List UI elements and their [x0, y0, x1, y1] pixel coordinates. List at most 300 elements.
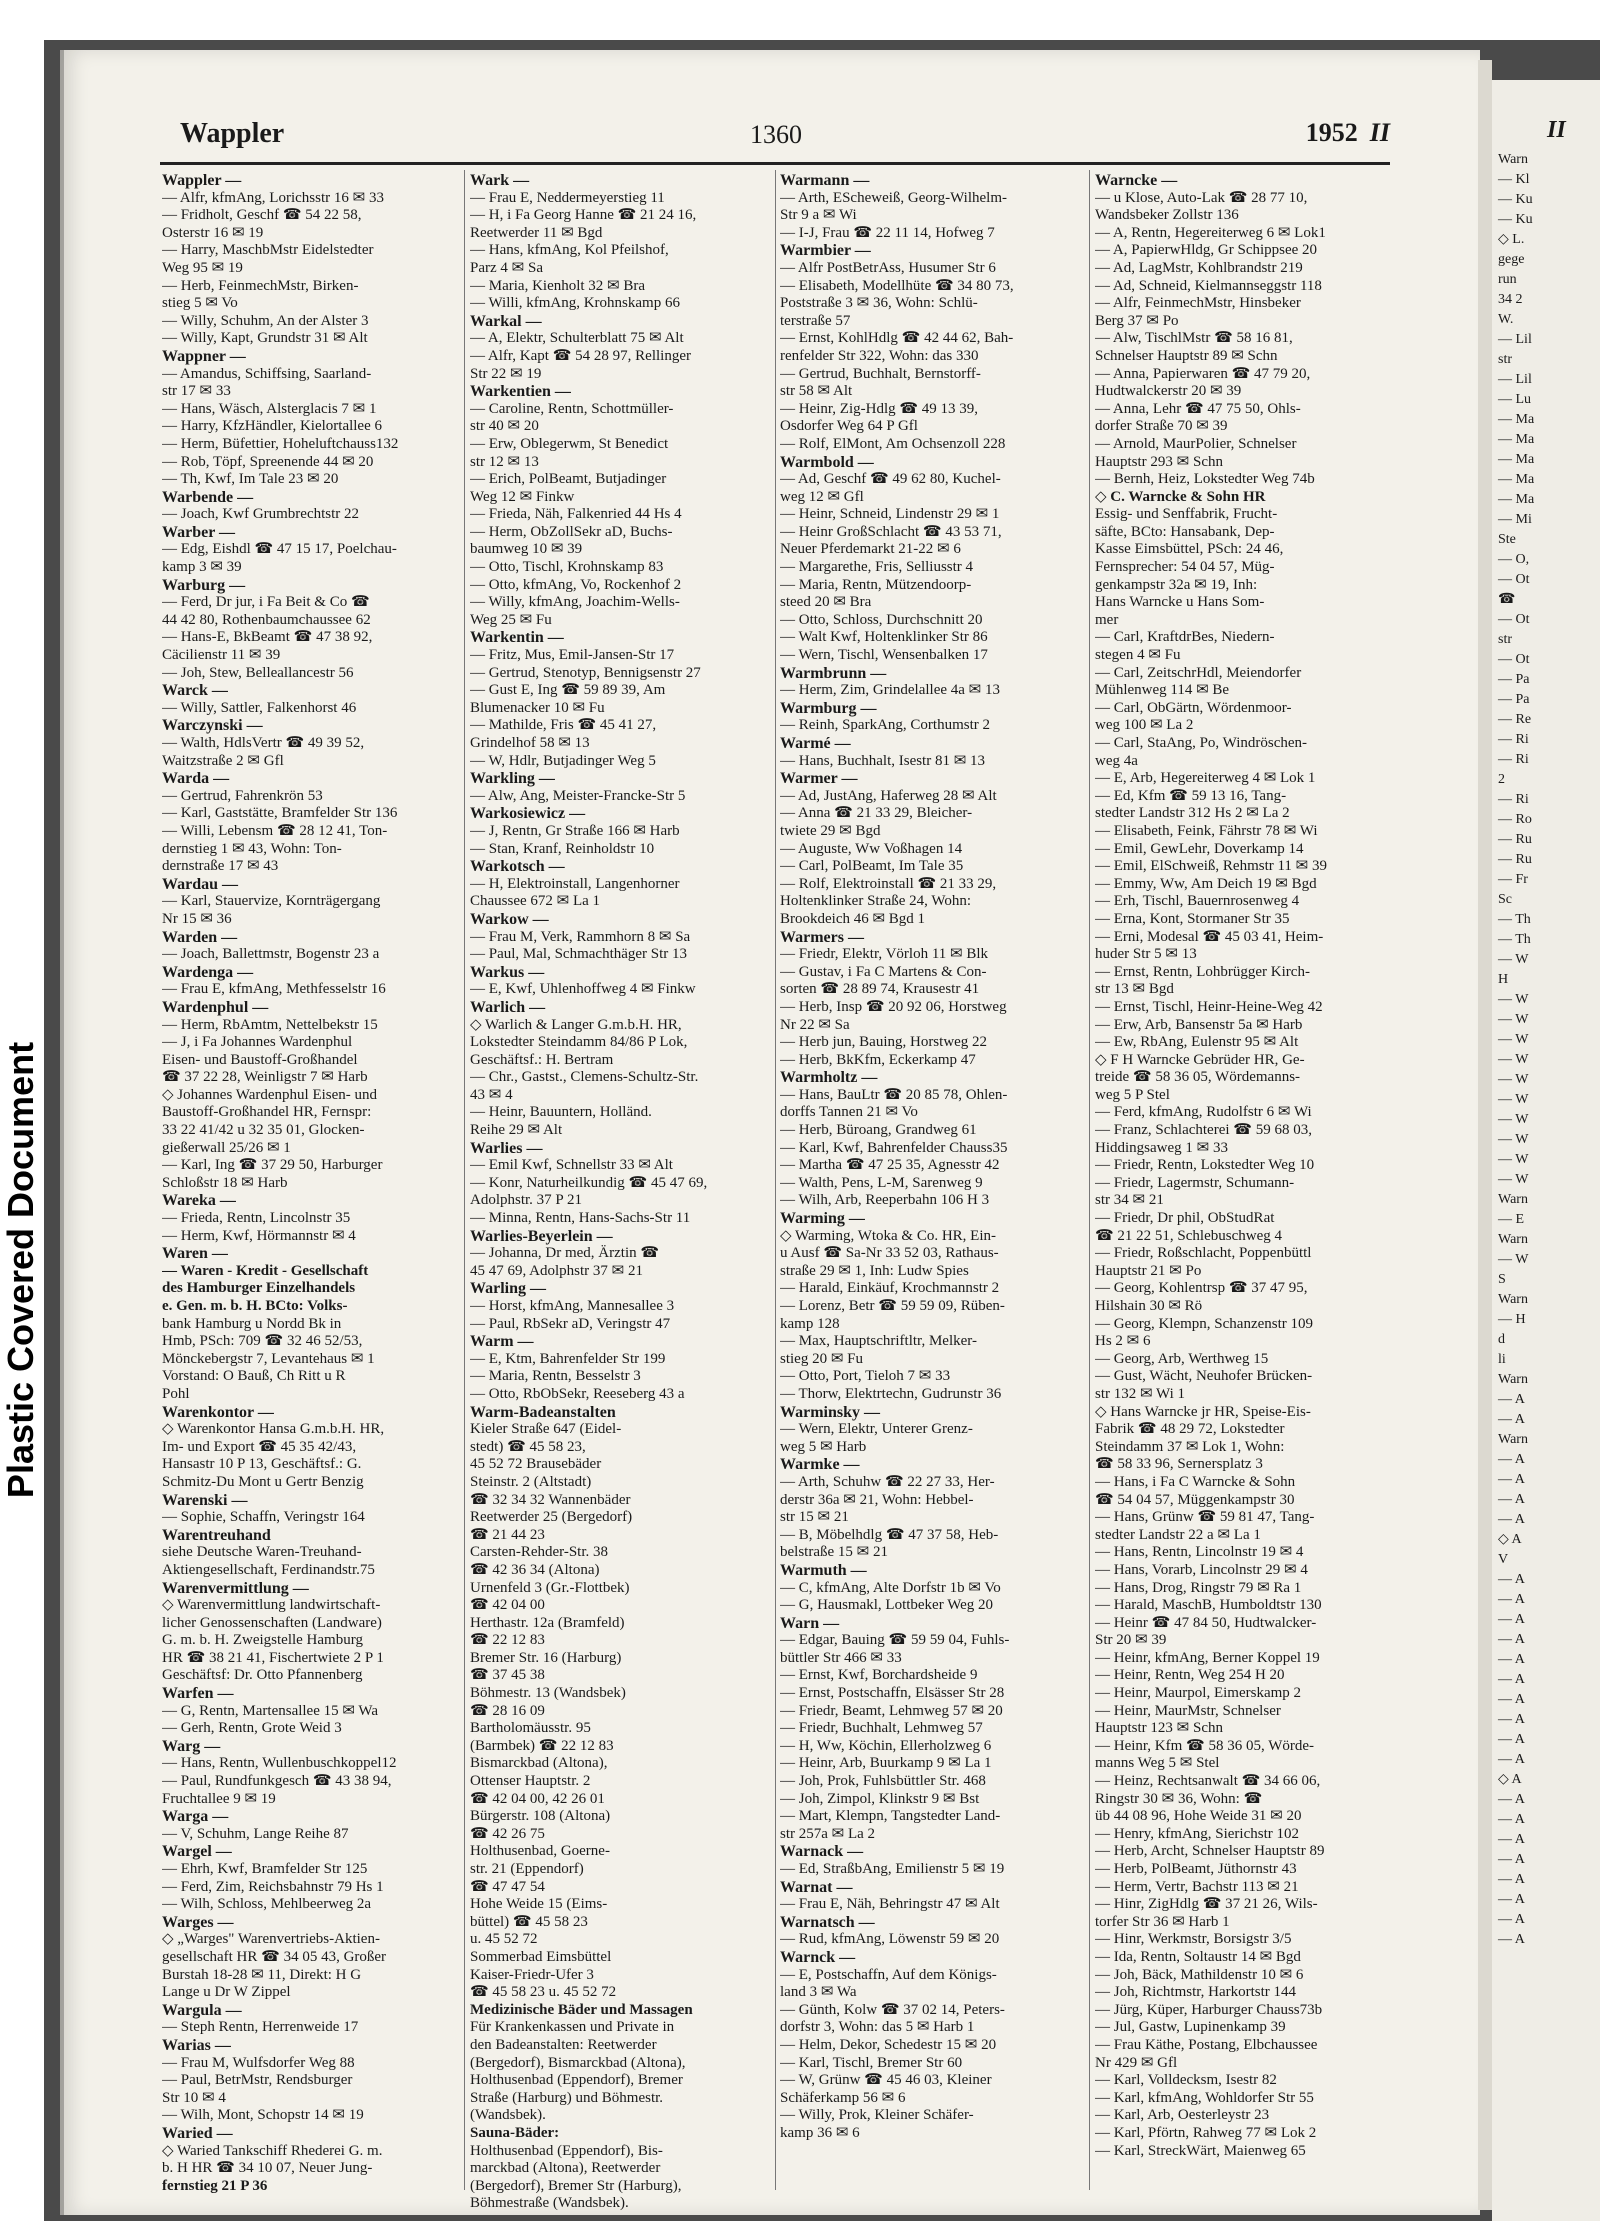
next-page-entry: — Ma [1498, 492, 1535, 507]
directory-entry: Reetwerder 11 ✉ Bgd [470, 224, 603, 241]
directory-entry: — Erich, PolBeamt, Butjadinger [470, 471, 667, 488]
directory-entry: — Herb jun, Bauing, Horstweg 22 [780, 1034, 988, 1051]
next-page-entry: — Ku [1498, 212, 1533, 227]
next-page-entry: — A [1498, 1652, 1525, 1667]
directory-entry: — Alfr, Kapt ☎ 54 28 97, Rellinger [470, 347, 691, 364]
directory-entry: Lokstedter Steindamm 84/86 P Lok, [470, 1034, 688, 1051]
entry-heading: Warminsky — [780, 1403, 881, 1421]
directory-entry: — Paul, Mal, Schmachthäger Str 13 [470, 946, 688, 963]
directory-entry: weg 12 ✉ Gfl [780, 488, 864, 505]
directory-entry: — Ernst, Postschaffn, Elsässer Str 28 [780, 1685, 1005, 1702]
next-page-entry: — Kl [1498, 172, 1530, 187]
directory-entry: — Carl, PolBeamt, Im Tale 35 [780, 858, 964, 875]
next-page-entry: — A [1498, 1932, 1525, 1947]
directory-entry: Weg 25 ✉ Fu [470, 611, 552, 628]
directory-entry: — Emil Kwf, Schnellstr 33 ✉ Alt [470, 1157, 673, 1174]
directory-entry: — Erna, Kont, Stormaner Str 35 [1095, 910, 1290, 927]
directory-entry: u. 45 52 72 [470, 1931, 538, 1948]
next-page-entry: — E [1498, 1212, 1525, 1227]
directory-entry: — Willi, Lebensm ☎ 28 12 41, Ton- [162, 822, 388, 839]
directory-entry: Urnenfeld 3 (Gr.-Flottbek) [470, 1579, 630, 1596]
directory-entry: — Erni, Modesal ☎ 45 03 41, Heim- [1095, 928, 1324, 945]
directory-entry: — Rolf, ElMont, Am Ochsenzoll 228 [780, 435, 1006, 452]
entry-heading: Warkal — [470, 312, 542, 330]
entry-heading: Warm-Badeanstalten [470, 1403, 616, 1421]
directory-entry: — E, Postschaffn, Auf dem Königs- [780, 1966, 997, 1983]
directory-entry: str 132 ✉ Wi 1 [1095, 1385, 1186, 1402]
entry-heading: Warmbold — [780, 453, 874, 471]
directory-entry: u Ausf ☎ Sa-Nr 33 52 03, Rathaus- [780, 1245, 999, 1262]
next-page-entry: — Lil [1498, 332, 1532, 347]
directory-entry: stieg 20 ✉ Fu [780, 1350, 863, 1367]
entry-heading: Wardenphul — [162, 998, 269, 1016]
next-page-entry: — Ru [1498, 832, 1532, 847]
directory-entry: Bremer Str. 16 (Harburg) [470, 1649, 622, 1666]
entry-heading: Wardenga — [162, 963, 254, 981]
directory-entry: — Herm, ObZollSekr aD, Buchs- [470, 523, 673, 540]
directory-entry: Osdorfer Weg 64 P Gfl [780, 418, 918, 435]
entry-heading: Warkentin — [470, 629, 564, 647]
directory-entry: str. 21 (Eppendorf) [470, 1861, 584, 1877]
next-page-entry: Sc [1498, 892, 1512, 907]
next-page-entry: — A [1498, 1612, 1525, 1627]
directory-entry: weg 4a [1095, 752, 1138, 769]
directory-entry: — Arth, Schuhw ☎ 22 27 33, Her- [780, 1473, 995, 1490]
directory-entry: — Anna ☎ 21 33 29, Bleicher- [780, 805, 973, 822]
entry-heading: Warming — [780, 1210, 865, 1228]
directory-entry: — Heinr, Maurpol, Eimerskamp 2 [1095, 1685, 1302, 1702]
next-page-entry: — A [1498, 1852, 1525, 1867]
entry-heading: Warmke — [780, 1456, 860, 1474]
directory-entry: steed 20 ✉ Bra [780, 594, 872, 611]
directory-entry: Vorstand: O Bauß, Ch Ritt u R [162, 1368, 346, 1385]
next-page-entry: 2 [1498, 772, 1505, 787]
directory-entry: ◇ „Warges" Warenvertriebs-Aktien- [162, 1931, 380, 1948]
header-rule [160, 162, 1390, 165]
next-page-entry: run [1498, 272, 1517, 287]
directory-entry: Baustoff-Großhandel HR, Fernspr: [162, 1104, 372, 1121]
directory-entry: bank Hamburg u Nordd Bk in [162, 1315, 342, 1332]
entry-heading: Warmbrunn — [780, 664, 887, 682]
page-header [180, 118, 1390, 158]
directory-entry: kamp 3 ✉ 39 [162, 559, 242, 576]
entry-heading: Warburg — [162, 576, 246, 594]
directory-entry: — Thorw, Elektrtechn, Gudrunstr 36 [780, 1385, 1002, 1402]
directory-column-3 [780, 172, 1090, 2143]
entry-heading: Warber — [162, 523, 236, 541]
next-page-entry: — W [1498, 992, 1529, 1007]
next-page-entry: — Ri [1498, 752, 1529, 767]
next-page-entry: — Ru [1498, 852, 1532, 867]
directory-entry: — Maria, Kienholt 32 ✉ Bra [470, 277, 646, 294]
next-page-entry: — W [1498, 1092, 1529, 1107]
next-page-entry: — A [1498, 1872, 1525, 1887]
directory-entry: Parz 4 ✉ Sa [470, 259, 543, 276]
next-page-entry: — W [1498, 1132, 1529, 1147]
directory-entry: HR ☎ 38 21 41, Fischertwiete 2 P 1 [162, 1649, 384, 1666]
directory-entry: ◇ Warenkontor Hansa G.m.b.H. HR, [162, 1421, 385, 1438]
entry-heading: Warenkontor — [162, 1403, 274, 1421]
entry-heading: Warentreuhand [162, 1526, 271, 1544]
directory-entry: Sauna-Bäder: [470, 2124, 560, 2141]
directory-entry: Fabrik ☎ 48 29 72, Lokstedter [1095, 1421, 1285, 1438]
directory-entry: — Joh, Zimpol, Klinkstr 9 ✉ Bst [780, 1790, 980, 1807]
directory-entry: manns Weg 5 ✉ Stel [1095, 1755, 1220, 1772]
directory-entry: — Ernst, Kwf, Borchardsheide 9 [780, 1667, 978, 1684]
directory-entry: — Sophie, Schaffn, Veringstr 164 [162, 1509, 365, 1526]
next-page-entry: — Ma [1498, 432, 1535, 447]
directory-entry: dorffs Tannen 21 ✉ Vo [780, 1104, 918, 1121]
directory-entry: straße 29 ✉ 1, Inh: Ludw Spies [780, 1262, 969, 1279]
directory-entry: — Karl, Stauervize, Kornträgergang [162, 893, 381, 910]
directory-entry: ◇ Johannes Wardenphul Eisen- und [162, 1086, 378, 1103]
directory-entry: Pohl [162, 1385, 190, 1402]
directory-entry: ☎ 21 22 51, Schlebuschweg 4 [1095, 1227, 1282, 1244]
directory-entry: — Emil, GewLehr, Doverkamp 14 [1095, 840, 1304, 857]
directory-entry: — G, Rentn, Martensallee 15 ✉ Wa [162, 1702, 379, 1719]
directory-entry: — Amandus, Schiffsing, Saarland- [162, 365, 372, 382]
directory-entry: Böhmestr. 13 (Wandsbek) [470, 1685, 626, 1702]
directory-entry: stedter Landstr 22 a ✉ La 1 [1095, 1526, 1261, 1543]
next-page-entry: str [1498, 352, 1512, 367]
directory-entry: — Ferd, kfmAng, Rudolfstr 6 ✉ Wi [1095, 1104, 1312, 1121]
directory-entry: 45 47 69, Adolphstr 37 ✉ 21 [470, 1262, 643, 1279]
directory-entry: säfte, BCto: Hansabank, Dep- [1095, 523, 1275, 540]
directory-entry: torfer Str 36 ✉ Harb 1 [1095, 1913, 1230, 1930]
next-page-entry: ◇ A [1498, 1532, 1522, 1547]
entry-heading: Warlies — [470, 1139, 543, 1157]
directory-entry: terstraße 57 [780, 312, 851, 329]
directory-entry: Hauptstr 21 ✉ Po [1095, 1262, 1202, 1279]
directory-entry: Kasse Eimsbüttel, PSch: 24 46, [1095, 541, 1284, 558]
directory-entry: str 12 ✉ 13 [470, 453, 539, 470]
directory-entry: Wandsbeker Zollstr 136 [1095, 207, 1239, 224]
directory-entry: — I-J, Frau ☎ 22 11 14, Hofweg 7 [780, 224, 995, 241]
next-page-entry: — W [1498, 1252, 1529, 1267]
directory-entry: Nr 15 ✉ 36 [162, 910, 232, 927]
directory-entry: gießerwall 25/26 ✉ 1 [162, 1139, 291, 1156]
entry-heading: Wappner — [162, 347, 246, 365]
directory-entry: Schloßstr 18 ✉ Harb [162, 1174, 288, 1191]
next-page-entry: str [1498, 632, 1512, 647]
next-page-entry: — Ma [1498, 412, 1535, 427]
directory-entry: Mönckebergstr 7, Levantehaus ✉ 1 [162, 1350, 375, 1367]
directory-entry: dorfer Straße 70 ✉ 39 [1095, 418, 1228, 435]
next-page-entry: d [1498, 1332, 1505, 1347]
directory-entry: — Arnold, MaurPolier, Schnelser [1095, 435, 1297, 452]
directory-entry: — Ferd, Dr jur, i Fa Beit & Co ☎ [162, 594, 370, 611]
directory-entry: — Frau E, Neddermeyerstieg 11 [470, 189, 665, 206]
directory-entry: ◇ Warming, Wtoka & Co. HR, Ein- [780, 1227, 997, 1244]
directory-entry: Reetwerder 25 (Bergedorf) [470, 1509, 633, 1526]
directory-entry: str 13 ✉ Bgd [1095, 981, 1174, 998]
next-page-entry: — O, [1498, 552, 1530, 567]
directory-entry: — H, Elektroinstall, Langenhorner [470, 875, 680, 892]
directory-entry: stegen 4 ✉ Fu [1095, 647, 1181, 664]
entry-heading: Warkentien — [470, 383, 571, 401]
directory-entry: — Ernst, Rentn, Lohbrügger Kirch- [1095, 963, 1310, 980]
next-page-entry: — Ri [1498, 732, 1529, 747]
directory-entry: — Otto, RbObSekr, Reeseberg 43 a [470, 1385, 685, 1402]
directory-entry: Im- und Export ☎ 45 35 42/43, [162, 1438, 357, 1455]
directory-entry: licher Genossenschaften (Landware) [162, 1614, 382, 1631]
directory-entry: — Gustav, i Fa C Martens & Con- [780, 963, 987, 980]
directory-entry: G. m. b. H. Zweigstelle Hamburg [162, 1632, 363, 1649]
directory-entry: — Hans, Vorarb, Lincolnstr 29 ✉ 4 [1095, 1561, 1308, 1578]
next-page-entry: — A [1498, 1692, 1525, 1707]
entry-heading: Warkotsch — [470, 858, 565, 876]
directory-entry: — Ew, RbAng, Eulenstr 95 ✉ Alt [1095, 1034, 1299, 1051]
directory-entry: — Edgar, Bauing ☎ 59 59 04, Fuhls- [780, 1632, 1010, 1649]
directory-entry: Straße (Harburg) und Böhmestr. [470, 2089, 664, 2106]
next-page-entry: — W [1498, 1052, 1529, 1067]
directory-entry: — Anna, Lehr ☎ 47 75 50, Ohls- [1095, 400, 1301, 417]
entry-heading: Warmé — [780, 735, 851, 752]
next-page-entry: — Ro [1498, 812, 1532, 827]
directory-entry: Geschäftsf.: H. Bertram [470, 1051, 614, 1068]
next-page-entry: — Ot [1498, 612, 1530, 627]
directory-entry: — Friedr, Dr phil, ObStudRat [1095, 1210, 1275, 1227]
next-page-entry: — A [1498, 1632, 1525, 1647]
directory-entry: str 257a ✉ La 2 [780, 1825, 876, 1842]
directory-entry: — Caroline, Rentn, Schottmüller- [470, 400, 674, 417]
directory-entry: — Harry, KfzHändler, Kielortallee 6 [162, 418, 382, 435]
entry-heading: Warmers — [780, 928, 864, 946]
entry-heading: Warczynski — [162, 717, 263, 735]
next-page-fragment [1492, 80, 1600, 2221]
directory-entry: Neuer Pferdemarkt 21-22 ✉ 6 [780, 541, 961, 558]
next-page-entry: — A [1498, 1752, 1525, 1767]
directory-entry: — Heinr, Rentn, Weg 254 H 20 [1095, 1667, 1285, 1684]
directory-entry: — W, Grünw ☎ 45 46 03, Kleiner [780, 2072, 992, 2089]
directory-entry: — Auguste, Ww Voßhagen 14 [780, 840, 963, 857]
directory-entry: — Friedr, Elektr, Vörloh 11 ✉ Blk [780, 946, 989, 963]
directory-entry: — E, Kwf, Uhlenhoffweg 4 ✉ Finkw [470, 981, 696, 998]
directory-entry: — Wern, Elektr, Unterer Grenz- [780, 1421, 973, 1438]
entry-heading: Warmbier — [780, 242, 871, 260]
directory-entry: — Herm, Kwf, Hörmannstr ✉ 4 [162, 1227, 356, 1244]
directory-entry: Steindamm 37 ✉ Lok 1, Wohn: [1095, 1438, 1285, 1455]
entry-heading: Warkosiewicz — [470, 805, 586, 823]
directory-entry: Nr 22 ✉ Sa [780, 1016, 850, 1033]
directory-entry: Bismarckbad (Altona), [470, 1755, 608, 1772]
entry-heading: Warkow — [470, 910, 549, 928]
next-page-entry: — W [1498, 1172, 1529, 1187]
directory-entry: — Heinr, MaurMstr, Schnelser [1095, 1702, 1281, 1719]
directory-entry: Fruchtallee 9 ✉ 19 [162, 1790, 276, 1807]
directory-entry: Hiddingsaweg 1 ✉ 33 [1095, 1139, 1228, 1156]
next-page-entry: — A [1498, 1892, 1525, 1907]
directory-entry: — Helm, Dekor, Schedestr 15 ✉ 20 [780, 2036, 997, 2053]
directory-entry: — Friedr, Buchhalt, Lehmweg 57 [780, 1720, 983, 1737]
page-edge [1478, 60, 1492, 2210]
directory-entry: — Friedr, Roßschlacht, Poppenbüttl [1095, 1245, 1312, 1262]
directory-entry: — Gust E, Ing ☎ 59 89 39, Am [470, 682, 666, 699]
directory-entry: — Anna, Papierwaren ☎ 47 79 20, [1095, 365, 1311, 382]
directory-entry: twiete 29 ✉ Bgd [780, 822, 881, 839]
directory-entry: Essig- und Senffabrik, Frucht- [1095, 506, 1278, 523]
directory-entry: stedt) ☎ 45 58 23, [470, 1438, 586, 1455]
directory-entry: Schmitz-Du Mont u Gertr Benzig [162, 1473, 364, 1490]
entry-heading: Warias — [162, 2036, 231, 2054]
directory-entry: — Karl, StreckWärt, Maienweg 65 [1095, 2142, 1306, 2159]
entry-heading: Warnck — [780, 1948, 856, 1966]
directory-entry: — Herb, BkKfm, Eckerkamp 47 [780, 1051, 976, 1068]
directory-entry: Geschäftsf: Dr. Otto Pfannenberg [162, 1667, 363, 1684]
next-page-entry: — Pa [1498, 672, 1530, 687]
directory-entry: Waitzstraße 2 ✉ Gfl [162, 752, 284, 769]
directory-entry: kamp 36 ✉ 6 [780, 2124, 860, 2141]
directory-entry: weg 5 ✉ Harb [780, 1438, 867, 1455]
directory-entry: — Max, Hauptschriftltr, Melker- [780, 1333, 977, 1350]
directory-entry: — Harald, Einkäuf, Krochmannstr 2 [780, 1280, 1000, 1297]
next-page-entry: — Th [1498, 932, 1531, 947]
directory-entry: Schnelser Hauptstr 89 ✉ Schn [1095, 347, 1278, 364]
directory-entry: — Ad, Schneid, Kielmannseggstr 118 [1095, 277, 1322, 294]
directory-entry: — Frau E, kfmAng, Methfesselstr 16 [162, 981, 386, 998]
directory-entry: — Maria, Rentn, Mützendoorp- [780, 576, 972, 593]
header-page-number: 1360 [750, 120, 802, 149]
directory-entry: — Erh, Tischl, Bauernrosenweg 4 [1095, 893, 1300, 910]
directory-entry: — Jürg, Küper, Harburger Chauss73b [1095, 2001, 1323, 2018]
directory-entry: kamp 128 [780, 1315, 840, 1332]
directory-entry: — Bernh, Heiz, Lokstedter Weg 74b [1095, 471, 1315, 488]
directory-entry: — Fridholt, Geschf ☎ 54 22 58, [162, 207, 362, 224]
directory-entry: — Hinr, ZigHdlg ☎ 37 21 26, Wils- [1095, 1896, 1318, 1913]
next-page-entry: — Ot [1498, 652, 1530, 667]
directory-entry: — Paul, RbSekr aD, Veringstr 47 [470, 1315, 671, 1332]
entry-heading: Warlies-Beyerlein — [470, 1227, 613, 1245]
next-page-entry: — A [1498, 1592, 1525, 1607]
next-page-entry: — Lu [1498, 392, 1532, 407]
directory-entry: — Steph Rentn, Herrenweide 17 [162, 2019, 359, 2036]
header-volume: II [1369, 118, 1390, 147]
directory-entry: — Harry, MaschbMstr Eidelstedter [162, 242, 374, 259]
next-page-entry: — W [1498, 952, 1529, 967]
directory-entry: — Carl, StaAng, Po, Windröschen- [1095, 735, 1308, 751]
directory-entry: Holthusenbad, Goerne- [470, 1843, 610, 1860]
entry-heading: Wareka — [162, 1192, 236, 1210]
directory-entry: Weg 12 ✉ Finkw [470, 488, 575, 505]
directory-entry: — Herb, Insp ☎ 20 92 06, Horstweg [780, 998, 1007, 1015]
entry-heading: Warncke — [1095, 172, 1178, 189]
directory-entry: (Bergedorf), Bremer Str (Harburg), [470, 2177, 682, 2194]
directory-entry: — Th, Kwf, Im Tale 23 ✉ 20 [162, 471, 339, 488]
entry-heading: Warmann — [780, 172, 870, 189]
entry-heading: Warga — [162, 1808, 229, 1826]
directory-entry: — Hans-E, BkBeamt ☎ 47 38 92, [162, 629, 373, 646]
next-page-entry: — Ma [1498, 452, 1535, 467]
directory-entry: Str 10 ✉ 4 [162, 2089, 226, 2106]
directory-entry: Grindelhof 58 ✉ 13 [470, 735, 590, 751]
directory-entry: Ringstr 30 ✉ 36, Wohn: ☎ [1095, 1790, 1263, 1807]
directory-entry: str 17 ✉ 33 [162, 383, 231, 400]
header-name: Wappler [180, 118, 285, 149]
directory-entry: siehe Deutsche Waren-Treuhand- [162, 1544, 362, 1561]
directory-entry: — Friedr, Beamt, Lehmweg 57 ✉ 20 [780, 1702, 1003, 1719]
directory-entry: — Georg, Klempn, Schanzenstr 109 [1095, 1315, 1314, 1332]
directory-entry: 44 42 80, Rothenbaumchaussee 62 [162, 611, 371, 628]
entry-heading: Warkus — [470, 963, 545, 981]
directory-entry: — Heinr, kfmAng, Berner Koppel 19 [1095, 1649, 1320, 1666]
directory-entry: Hohe Weide 15 (Eims- [470, 1896, 608, 1913]
directory-entry: Kaiser-Friedr-Ufer 3 [470, 1966, 594, 1983]
directory-column-4 [1095, 172, 1395, 2160]
directory-entry: — Herm, Zim, Grindelallee 4a ✉ 13 [780, 682, 1001, 699]
directory-entry: — J, Rentn, Gr Straße 166 ✉ Harb [470, 822, 680, 839]
directory-entry: — Arth, EScheweiß, Georg-Wilhelm- [780, 189, 1007, 206]
directory-entry: Hilshain 30 ✉ Rö [1095, 1298, 1203, 1314]
directory-entry: Str 9 a ✉ Wi [780, 207, 857, 224]
next-page-entry: Warn [1498, 1232, 1528, 1247]
next-page-entry: S [1498, 1272, 1506, 1287]
entry-heading: Wargel — [162, 1843, 232, 1861]
next-page-entry: Warn [1498, 1372, 1528, 1387]
entry-heading: Warges — [162, 1913, 234, 1931]
next-page-entry: — A [1498, 1792, 1525, 1807]
directory-entry: — Walth, HdlsVertr ☎ 49 39 52, [162, 735, 365, 751]
directory-entry: — Herm, Büfettier, Hoheluftchauss132 [162, 435, 399, 452]
directory-entry: Hs 2 ✉ 6 [1095, 1333, 1151, 1350]
directory-entry: dernstraße 17 ✉ 43 [162, 858, 279, 875]
directory-entry: — Emil, ElSchweiß, Rehmstr 11 ✉ 39 [1095, 858, 1327, 875]
next-page-entry: — W [1498, 1032, 1529, 1047]
directory-entry: — Friedr, Lagermstr, Schumann- [1095, 1174, 1295, 1191]
directory-entry: ☎ 54 04 57, Müggenkampstr 30 [1095, 1491, 1295, 1508]
directory-entry: — E, Ktm, Bahrenfelder Str 199 [470, 1350, 666, 1367]
entry-heading: Waren — [162, 1245, 228, 1263]
directory-entry: — Hinr, Werkmstr, Borsigstr 3/5 [1095, 1931, 1292, 1948]
next-page-entry: — W [1498, 1152, 1529, 1167]
directory-entry: — Herm, RbAmtm, Nettelbekstr 15 [162, 1016, 378, 1033]
directory-entry: — E, Arb, Hegereiterweg 4 ✉ Lok 1 [1095, 770, 1316, 787]
directory-entry: — Georg, Arb, Werthweg 15 [1095, 1350, 1269, 1367]
directory-entry: — Frieda, Näh, Falkenried 44 Hs 4 [470, 506, 682, 523]
directory-entry: des Hamburger Einzelhandels [162, 1280, 356, 1297]
directory-entry: — Hans, Rentn, Lincolnstr 19 ✉ 4 [1095, 1544, 1304, 1561]
directory-entry: ☎ 32 34 32 Wannenbäder [470, 1491, 631, 1508]
directory-entry: Weg 95 ✉ 19 [162, 259, 243, 276]
next-page-entry: — Mi [1498, 512, 1532, 527]
directory-entry: — Ernst, Tischl, Heinr-Heine-Weg 42 [1095, 998, 1323, 1015]
directory-column-2 [470, 172, 780, 2213]
directory-entry: Hudtwalckerstr 20 ✉ 39 [1095, 383, 1242, 400]
directory-entry: — Fritz, Mus, Emil-Jansen-Str 17 [470, 647, 675, 664]
directory-entry: — Wilh, Arb, Reeperbahn 106 H 3 [780, 1192, 990, 1209]
directory-entry: — u Klose, Auto-Lak ☎ 28 77 10, [1095, 189, 1308, 206]
directory-entry: — Elisabeth, Modellhüte ☎ 34 80 73, [780, 277, 1014, 294]
entry-heading: Warn — [780, 1614, 840, 1632]
directory-entry: renfelder Str 322, Wohn: das 330 [780, 347, 979, 364]
directory-entry: — Heinr, Arb, Buurkamp 9 ✉ La 1 [780, 1755, 992, 1772]
entry-heading: Waried — [162, 2124, 233, 2142]
next-page-entry: — Ku [1498, 192, 1533, 207]
entry-heading: Warda — [162, 770, 230, 788]
directory-entry: — Harald, MaschB, Humboldtstr 130 [1095, 1597, 1322, 1614]
side-label-text: Plastic Covered Document [0, 1041, 41, 1499]
directory-entry: Für Krankenkassen und Private in [470, 2019, 675, 2036]
directory-entry: — Otto, Tischl, Krohnskamp 83 [470, 559, 664, 576]
directory-entry: — Rolf, Elektroinstall ☎ 21 33 29, [780, 875, 997, 892]
directory-entry: belstraße 15 ✉ 21 [780, 1544, 888, 1561]
directory-entry: Osterstr 16 ✉ 19 [162, 224, 264, 241]
directory-entry: — Gertrud, Fahrenkrön 53 [162, 787, 323, 804]
directory-entry: ☎ 21 44 23 [470, 1526, 545, 1543]
next-page-entry: — A [1498, 1832, 1525, 1847]
directory-entry: — B, Möbelhdlg ☎ 47 37 58, Heb- [780, 1526, 999, 1543]
directory-entry: — Hans, Rentn, Wullenbuschkoppel12 [162, 1755, 397, 1772]
directory-entry: Mühlenweg 114 ✉ Be [1095, 682, 1230, 699]
